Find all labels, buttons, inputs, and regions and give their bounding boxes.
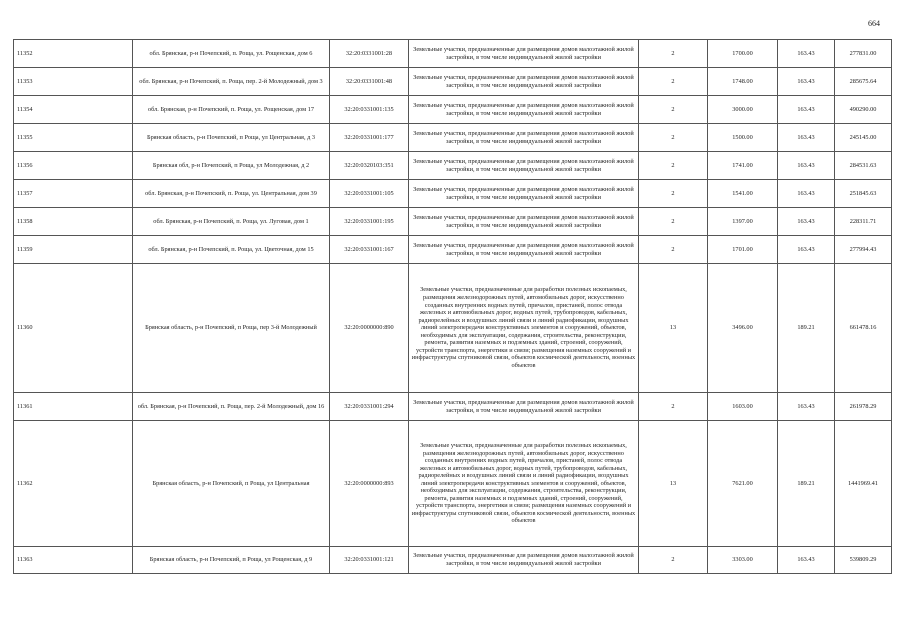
row-address: обл. Брянская, р-н Почепский, п. Роща, ул. Рощенская, дом 6 <box>133 40 330 68</box>
row-address: Брянская область, р-н Почепский, п Роща, пер 3-й Молодежный <box>133 264 330 393</box>
row-cadastral-value: 245145.00 <box>835 124 892 152</box>
row-rate: 163.43 <box>778 393 835 421</box>
row-land-purpose: Земельные участки, предназначенные для размещения домов малоэтажной жилой застройки, в том числе индивидуальной жилой застройки <box>409 152 639 180</box>
row-cadastral-value: 277994.43 <box>835 236 892 264</box>
row-cadastral-value: 284531.63 <box>835 152 892 180</box>
row-area: 1397.00 <box>708 208 778 236</box>
row-id: 11359 <box>14 236 133 264</box>
table-row <box>14 152 892 180</box>
row-id: 11354 <box>14 96 133 124</box>
row-address: Брянская область, р-н Почепский, п Роща, ул Центральная, д 3 <box>133 124 330 152</box>
row-cadastral-value: 277831.00 <box>835 40 892 68</box>
row-land-purpose: Земельные участки, предназначенные для разработки полезных ископаемых, размещения железнодорожных путей, автомобильных дорог, искусственно созданных внутренних водных путей, причалов, пристаней, полос отвода железных и автомобильных дорог, водных путей, трубопроводов, кабельных, радиорелейных и воздушных линий связи и линий радиофикации, воздушных линий электропередачи конструктивных элементов и сооружений, объектов, необходимых для эксплуатации, содержания, строительства, реконструкции, ремонта, развития наземных и подземных зданий, строений, сооружений, устройств транспорта, энергетики и связи; размещения наземных сооружений и инфраструктуры спутниковой связи, объектов космической деятельности, военных объектов <box>409 264 639 393</box>
row-cadastral-number: 32:20:0331001:48 <box>330 68 409 96</box>
row-group: 13 <box>639 421 708 547</box>
row-cadastral-number: 32:20:0331001:28 <box>330 40 409 68</box>
row-address: Брянская обл, р-н Почепский, п Роща, ул Молодежная, д 2 <box>133 152 330 180</box>
row-group: 2 <box>639 180 708 208</box>
row-address: обл. Брянская, р-н Почепский, п. Роща, ул. Рощенская, дом 17 <box>133 96 330 124</box>
row-id: 11352 <box>14 40 133 68</box>
row-cadastral-value: 285675.64 <box>835 68 892 96</box>
page-number: 664 <box>868 19 880 28</box>
row-rate: 163.43 <box>778 236 835 264</box>
row-area: 1748.00 <box>708 68 778 96</box>
row-cadastral-number: 32:20:0331001:195 <box>330 208 409 236</box>
table-row <box>14 393 892 421</box>
row-land-purpose: Земельные участки, предназначенные для размещения домов малоэтажной жилой застройки, в том числе индивидуальной жилой застройки <box>409 68 639 96</box>
row-address: Брянская область, р-н Почепский, п Роща, ул Рощенская, д 9 <box>133 547 330 574</box>
row-cadastral-number: 32:20:0331001:294 <box>330 393 409 421</box>
row-address: Брянская область, р-н Почепский, п Роща, ул Центральная <box>133 421 330 547</box>
row-group: 2 <box>639 124 708 152</box>
row-area: 1603.00 <box>708 393 778 421</box>
row-group: 13 <box>639 264 708 393</box>
row-rate: 163.43 <box>778 547 835 574</box>
row-address: обл. Брянская, р-н Почепский, п. Роща, ул. Центральная, дом 39 <box>133 180 330 208</box>
row-cadastral-number: 32:20:0331001:167 <box>330 236 409 264</box>
row-address: обл. Брянская, р-н Почепский, п. Роща, ул. Луговая, дом 1 <box>133 208 330 236</box>
table-row <box>14 40 892 68</box>
row-land-purpose: Земельные участки, предназначенные для размещения домов малоэтажной жилой застройки, в том числе индивидуальной жилой застройки <box>409 208 639 236</box>
row-area: 1541.00 <box>708 180 778 208</box>
row-cadastral-value: 261978.29 <box>835 393 892 421</box>
row-area: 1500.00 <box>708 124 778 152</box>
row-rate: 189.21 <box>778 421 835 547</box>
row-group: 2 <box>639 40 708 68</box>
row-rate: 189.21 <box>778 264 835 393</box>
row-group: 2 <box>639 236 708 264</box>
row-group: 2 <box>639 152 708 180</box>
row-cadastral-number: 32:20:0331001:135 <box>330 96 409 124</box>
table-row <box>14 96 892 124</box>
row-id: 11361 <box>14 393 133 421</box>
row-rate: 163.43 <box>778 124 835 152</box>
row-address: обл. Брянская, р-н Почепский, п. Роща, пер. 2-й Молодежный, дом 3 <box>133 68 330 96</box>
row-area: 7621.00 <box>708 421 778 547</box>
row-land-purpose: Земельные участки, предназначенные для размещения домов малоэтажной жилой застройки, в том числе индивидуальной жилой застройки <box>409 40 639 68</box>
row-id: 11357 <box>14 180 133 208</box>
row-cadastral-number: 32:20:0320103:351 <box>330 152 409 180</box>
row-cadastral-value: 539809.29 <box>835 547 892 574</box>
table-row <box>14 124 892 152</box>
table-row <box>14 180 892 208</box>
row-cadastral-number: 32:20:0000000:890 <box>330 264 409 393</box>
row-group: 2 <box>639 547 708 574</box>
row-land-purpose: Земельные участки, предназначенные для размещения домов малоэтажной жилой застройки, в том числе индивидуальной жилой застройки <box>409 547 639 574</box>
cadastral-value-table <box>13 39 892 574</box>
row-land-purpose: Земельные участки, предназначенные для размещения домов малоэтажной жилой застройки, в том числе индивидуальной жилой застройки <box>409 236 639 264</box>
row-id: 11355 <box>14 124 133 152</box>
table-row <box>14 421 892 547</box>
row-cadastral-number: 32:20:0000000:893 <box>330 421 409 547</box>
row-cadastral-value: 490290.00 <box>835 96 892 124</box>
row-land-purpose: Земельные участки, предназначенные для размещения домов малоэтажной жилой застройки, в том числе индивидуальной жилой застройки <box>409 393 639 421</box>
table-row <box>14 264 892 393</box>
row-address: обл. Брянская, р-н Почепский, п. Роща, ул. Цветочная, дом 15 <box>133 236 330 264</box>
row-id: 11356 <box>14 152 133 180</box>
row-cadastral-number: 32:20:0331001:177 <box>330 124 409 152</box>
table-row <box>14 236 892 264</box>
row-land-purpose: Земельные участки, предназначенные для разработки полезных ископаемых, размещения железнодорожных путей, автомобильных дорог, искусственно созданных внутренних водных путей, причалов, пристаней, полос отвода железных и автомобильных дорог, водных путей, трубопроводов, кабельных, радиорелейных и воздушных линий связи и линий радиофикации, воздушных линий электропередачи конструктивных элементов и сооружений, объектов, необходимых для эксплуатации, содержания, строительства, реконструкции, ремонта, развития наземных и подземных зданий, строений, сооружений, устройств транспорта, энергетики и связи; размещения наземных сооружений и инфраструктуры спутниковой связи, объектов космической деятельности, военных объектов <box>409 421 639 547</box>
row-cadastral-value: 228311.71 <box>835 208 892 236</box>
row-cadastral-value: 251845.63 <box>835 180 892 208</box>
row-rate: 163.43 <box>778 152 835 180</box>
row-area: 1701.00 <box>708 236 778 264</box>
table-row <box>14 68 892 96</box>
row-group: 2 <box>639 208 708 236</box>
row-rate: 163.43 <box>778 40 835 68</box>
row-rate: 163.43 <box>778 208 835 236</box>
row-land-purpose: Земельные участки, предназначенные для размещения домов малоэтажной жилой застройки, в том числе индивидуальной жилой застройки <box>409 124 639 152</box>
row-area: 1700.00 <box>708 40 778 68</box>
row-cadastral-number: 32:20:0331001:105 <box>330 180 409 208</box>
row-id: 11353 <box>14 68 133 96</box>
table-row <box>14 208 892 236</box>
row-cadastral-value: 1441969.41 <box>835 421 892 547</box>
row-id: 11363 <box>14 547 133 574</box>
row-group: 2 <box>639 96 708 124</box>
row-group: 2 <box>639 393 708 421</box>
row-id: 11362 <box>14 421 133 547</box>
row-cadastral-number: 32:20:0331001:121 <box>330 547 409 574</box>
row-rate: 163.43 <box>778 96 835 124</box>
row-cadastral-value: 661478.16 <box>835 264 892 393</box>
row-area: 3496.00 <box>708 264 778 393</box>
row-group: 2 <box>639 68 708 96</box>
row-area: 3000.00 <box>708 96 778 124</box>
row-rate: 163.43 <box>778 68 835 96</box>
table-row <box>14 547 892 574</box>
row-area: 3303.00 <box>708 547 778 574</box>
row-area: 1741.00 <box>708 152 778 180</box>
row-rate: 163.43 <box>778 180 835 208</box>
row-id: 11358 <box>14 208 133 236</box>
row-land-purpose: Земельные участки, предназначенные для размещения домов малоэтажной жилой застройки, в том числе индивидуальной жилой застройки <box>409 180 639 208</box>
row-land-purpose: Земельные участки, предназначенные для размещения домов малоэтажной жилой застройки, в том числе индивидуальной жилой застройки <box>409 96 639 124</box>
row-id: 11360 <box>14 264 133 393</box>
row-address: обл. Брянская, р-н Почепский, п. Роща, пер. 2-й Молодежный, дом 16 <box>133 393 330 421</box>
